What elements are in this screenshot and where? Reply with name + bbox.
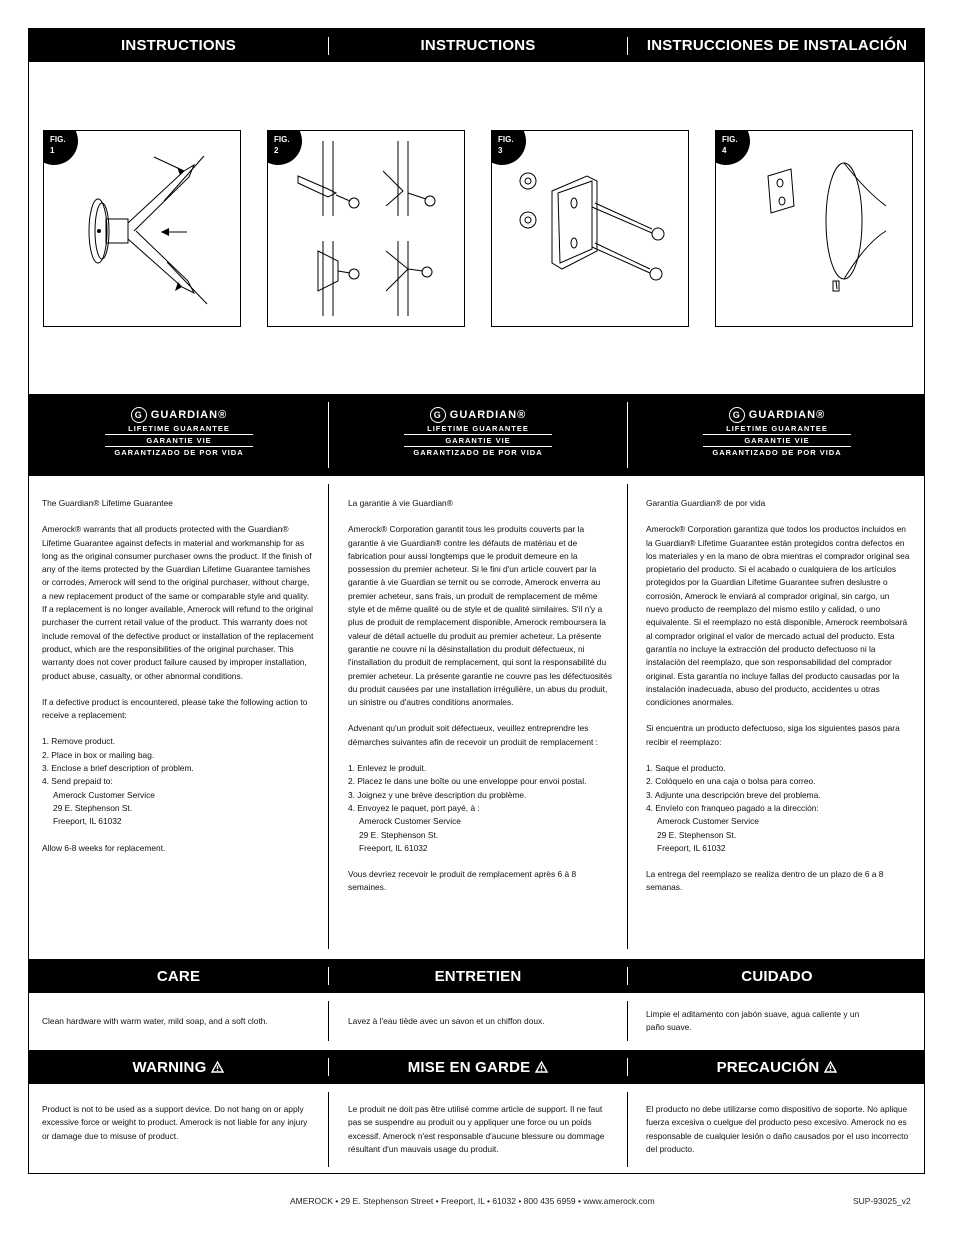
hook-attachment-illustration [716,131,913,327]
guarantee-text-es: Garantía Guardian® de por vida Amerock® Corporation garantiza que todos los productos incluidos en la Guardian® Lifetime Guarantee están protegidos contra defectos en los materiales y en la mano de obra mientras el comprador original sea propietario del producto. Si el acabado o cualquiera de los artículos protegidos por la Guardian Lifetime Guarantee sufren deslustre o corrosión, Amerock le enviará al comprador original, sin cargo, un nuevo producto de reemplazo del mismo estilo y calidad, o uno equivalente. Si el reemplazo no está disponible, Amerock reembolsará al comprador original el valor de mercado actual del producto. Esta garantía no incluye la extracción del producto defectuoso ni la instalación del reemplazo, que son responsabilidad del comprador original. Esta garantía no incluye fallas del producto causadas por la instalación inadecuada, abuso del producto, accidentes u otras condiciones anormales. Si encuentra un producto defectuoso, siga los siguientes pasos para recibir el reemplazo: 1. Saque el producto. 2. Colóquelo en una caja o bolsa para correo. 3. Adjunte una descripción breve del problema. 4. Envíelo con franqueo pagado a la dirección: Amerock Customer Service 29 E. Stephenson St. Freeport, IL 61032 La entrega del reemplazo se realiza dentro de un plazo de 6 a 8 semanas. [646,497,914,908]
care-header-bar [29,959,924,993]
guarantee-text-fr: La garantie à vie Guardian® Amerock® Corporation garantit tous les produits couverts par la garantie à vie Guardian® contre les défauts de matériau et de fabrication pour aussi longtemps que le produit demeure en la possession du premier acheteur. Si le fini d'un article couvert par la garantie à vie Guardian se ternit ou se corrode, Amerock enverra au premier acheteur, sans frais, un produit de remplacement de même style et de même qualité ou de style et de qualité similaires. S'il n'y a plus de produit de remplacement disponible, Amerock remboursera la valeur de détail actuelle du produit au premier acheteur. La présente garantie ne couvre ni la désinstallation du produit défectueux, ni l'installation du produit de remplacement, qui sont la responsabilité du premier acheteur. La présente garantie ne couvre pas les défectuosités du produit causées par une installation irrégulière, un abus du produit, un sinistre ou d'autres conditions anormales. Advenant qu'un produit soit défectueux, veuillez entreprendre les démarches suivantes afin de recevoir un produit de remplacement : 1. Enlevez le produit. 2. Placez le dans une boîte ou une enveloppe pour envoi postal. 3. Joignez y une brève description du problème. 4. Envoyez le paquet, port payé, à : Amerock Customer Service 29 E. Stephenson St. Freeport, IL 61032 Vous devriez recevoir le produit de remplacement après 6 à 8 semaines. [348,497,616,908]
figure-3: FIG. 3 [491,130,689,327]
care-title-en: CARE [156,967,201,985]
mounting-plate-screws-illustration [492,131,689,327]
care-text-es: Limpie el aditamento con jabón suave, agua caliente y un paño suave. [646,1009,860,1033]
warning-triangle-icon [535,1061,548,1073]
guarantee-body: Amerock® Corporation garantit tous les produits couverts par la garantie à vie Guardian® contre les défauts de matériau et de fabrication pour aussi longtemps que le produit demeure en la possession du premier acheteur. Si le fini d'un article couvert par la garantie à vie Guardian se ternit ou se corrode, Amerock enverra au premier acheteur, sans frais, un produit de remplacement de même style et de même qualité ou de style et de qualité similaires. S'il n'y a plus de produit de remplacement disponible, Amerock remboursera la valeur de détail actuelle du produit au premier acheteur. La présente garantie ne couvre ni la désinstallation du produit défectueux, ni l'installation du produit de remplacement, qui sont la responsabilité du premier acheteur. La présente garantie ne couvre pas les défectuosités du produit causées par une installation irrégulière, un abus du produit, un sinistre ou d'autres conditions anormales. [348,524,612,708]
guarantee-intro: If a defective product is encountered, please take the following action to receive a replacement: [42,696,308,721]
warning-title-es: PRECAUCIÓN [628,1050,926,1084]
guarantee-closing: La entrega del reemplazo se realiza dentro de un plazo de 6 a 8 semanas. [646,869,884,893]
guardian-logo-es: G GUARDIAN® LIFETIME GUARANTEE GARANTIE VIE GARANTIZADO DE POR VIDA [702,407,852,458]
guarantee-body: Amerock® Corporation garantiza que todos los productos incluidos en la Guardian® Lifetime Guarantee están protegidos contra defectos en los materiales y en la mano de obra mientras el comprador original sea propietario del producto. Si el acabado o cualquiera de los artículos protegidos por la Guardian Lifetime Guarantee sufren deslustre o corrosión, Amerock le enviará al comprador original, sin cargo, un nuevo producto de reemplazo del mismo estilo y calidad, o uno equivalente. Si el reemplazo no está disponible, Amerock reembolsará al comprador original el valor de mercado actual del producto. Esta garantía no incluye la extracción del producto defectuoso ni la instalación del reemplazo, que son responsabilidad del comprador original. Esta garantía no incluye fallas del producto causadas por la instalación inadecuada, abuso del producto, accidentes u otras condiciones anormales. [646,524,910,708]
warning-header-bar [29,1050,924,1084]
warning-triangle-icon [824,1061,837,1073]
header-en: INSTRUCTIONS [121,37,236,54]
guarantee-text-en: The Guardian® Lifetime Guarantee Amerock® warrants that all products protected with the Guardian® Lifetime Guarantee against defects in material and workmanship for as long as the original consumer purchaser owns the product. If the finish of any of the items protected by the Guardian Lifetime Guarantee tarnishes or corrodes, Amerock will send to the original purchaser, without charge, a new replacement product of the same or comparable style and quality. If a replacement is no longer available, Amerock will refund to the original purchaser the current retail value of the product. This warranty does not include removal of the defective product or installation of the replacement product, which are the responsibilities of the original purchaser. This warranty does not cover product failure caused by improper installation, product abuse, casualty, or other abnormal conditions. If a defective product is encountered, please take the following action to receive a replacement: 1. Remove product. 2. Place in box or mailing bag. 3. Enclose a brief description of problem. 4. Send prepaid to: Amerock Customer Service 29 E. Stephenson St. Freeport, IL 61032 Allow 6-8 weeks for replacement. [42,497,316,868]
footer-address: AMEROCK • 29 E. Stephenson Street • Freeport, IL • 61032 • 800 435 6959 • www.amerock.com [290,1196,655,1206]
figure-4: FIG. 4 [715,130,913,327]
guarantee-closing: Allow 6-8 weeks for replacement. [42,842,166,853]
figure-1: FIG. 1 [43,130,241,327]
warning-triangle-icon [211,1061,224,1073]
wall-anchor-types-illustration [268,131,465,327]
footer-document-code: SUP-93025_v2 [853,1196,911,1206]
care-text-en: Clean hardware with warm water, mild soap, and a soft cloth. [42,1016,268,1026]
toggle-anchor-illustration [44,131,241,327]
guardian-logo-fr: G GUARDIAN® LIFETIME GUARANTEE GARANTIE VIE GARANTIZADO DE POR VIDA [403,407,553,458]
guarantee-title: Garantía Guardian® de por vida [646,498,766,508]
guarantee-title: The Guardian® Lifetime Guarantee [42,498,173,508]
warning-title-fr: MISE EN GARDE [329,1050,627,1084]
guardian-g-icon: G [729,407,745,423]
instructions-header-bar [29,29,924,62]
guarantee-intro: Si encuentra un producto defectuoso, siga los siguientes pasos para recibir el reemplazo: [646,723,900,747]
warning-text-en: Product is not to be used as a support device. Do not hang on or apply excessive force or weight to product. Amerock is not liable for any injury or damage due to misuse of product. [42,1104,308,1141]
guarantee-intro: Advenant qu'un produit soit défectueux, veuillez entreprendre les démarches suivantes afin de recevoir un produit de remplacement : [348,723,598,747]
header-es: INSTRUCCIONES DE INSTALACIÓN [646,37,908,54]
guarantee-closing: Vous devriez recevoir le produit de remplacement après 6 à 8 semaines. [348,869,577,893]
guardian-logo-en: G GUARDIAN® LIFETIME GUARANTEE GARANTIE VIE GARANTIZADO DE POR VIDA [104,407,254,458]
instruction-sheet [28,28,925,1174]
figure-2: FIG. 2 [267,130,465,327]
guardian-g-icon: G [430,407,446,423]
header-fr: INSTRUCTIONS [420,37,536,54]
warning-text-es: El producto no debe utilizarse como dispositivo de soporte. No aplique fuerza excesiva o cuelgue del producto peso excesivo. Amerock no es responsable de cualquier lesión o daño causados por el uso incorrecto del producto. [646,1104,909,1154]
guarantee-title: La garantie à vie Guardian® [348,498,453,508]
care-title-fr: ENTRETIEN [434,967,522,985]
guardian-g-icon: G [131,407,147,423]
care-title-es: CUIDADO [741,967,813,985]
guarantee-body: Amerock® warrants that all products protected with the Guardian® Lifetime Guarantee against defects in material and workmanship for as long as the original consumer purchaser owns the product. If the finish of any of the items protected by the Guardian Lifetime Guarantee tarnishes or corrodes, Amerock will send to the original purchaser, without charge, a new replacement product of the same or comparable style and quality. If a replacement is no longer available, Amerock will refund to the original purchaser the current retail value of the product. This warranty does not include removal of the defective product or installation of the replacement product, which are the responsibilities of the original purchaser. This warranty does not cover product failure caused by improper installation, product abuse, casualty, or other abnormal conditions. [42,524,314,681]
care-text-fr: Lavez à l'eau tiède avec un savon et un chiffon doux. [348,1016,545,1026]
warning-text-fr: Le produit ne doit pas être utilisé comme article de support. Il ne faut pas se suspendre au produit ou y appliquer une force ou un poids excessif. Amerock n'est responsable d'aucune blessure ou dommage résultant d'un mauvais usage du produit. [348,1104,605,1154]
warning-title-en: WARNING [29,1050,328,1084]
